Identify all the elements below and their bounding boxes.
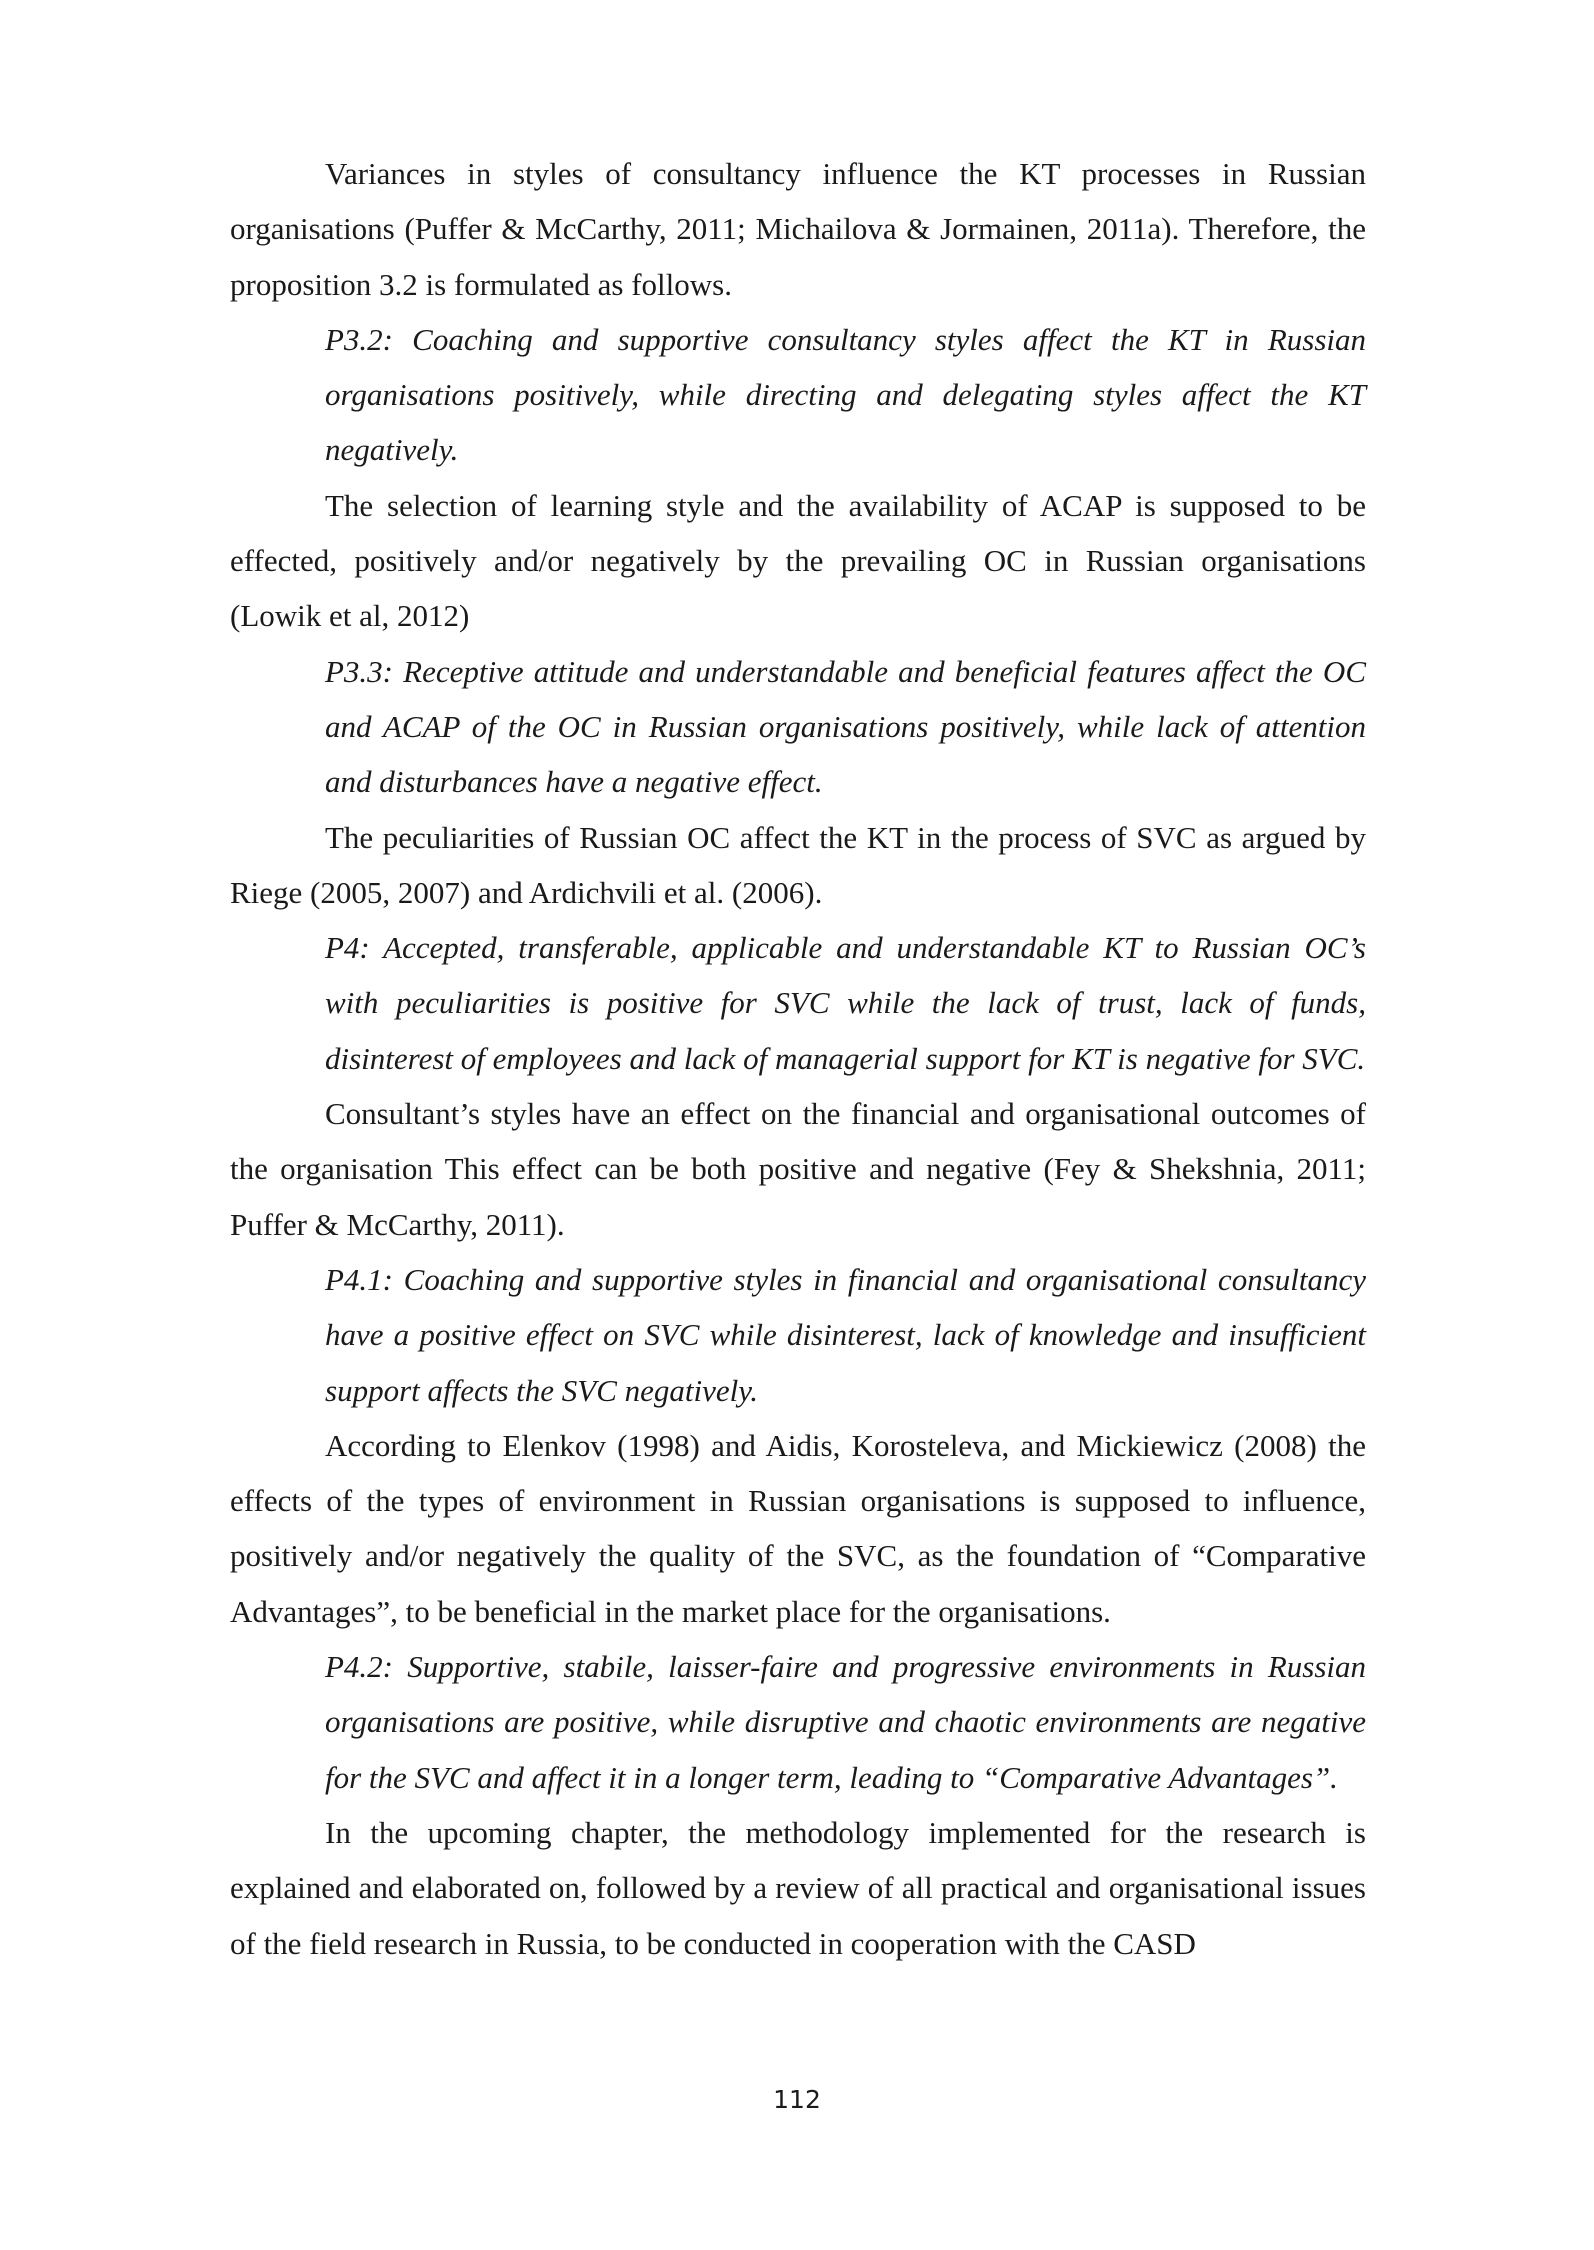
proposition-p4: P4: Accepted, transferable, applicable and understandable KT to Russian OC’s with peculiarities is positive for SVC while the lack of trust, lack of funds, disinterest of employees and lack of managerial support for KT is negative for SVC. [325,930,1366,1076]
paragraph-consultancy-styles: Variances in styles of consultancy influence the KT processes in Russian organisations (Puffer & McCarthy, 2011; Michailova & Jormainen, 2011a). Therefore, the proposition 3.2 is formulated as follows. [230,156,1366,302]
paragraph-environment-types: According to Elenkov (1998) and Aidis, Korosteleva, and Mickiewicz (2008) the effects of the types of environment in Russian organisations is supposed to influence, positively and/or negatively the quality of the SVC, as the foundation of “Comparative Advantages”, to be beneficial in the market place for the organisations. [230,1427,1366,1629]
paragraph-learning-style: The selection of learning style and the availability of ACAP is supposed to be effected, positively and/or negatively by the prevailing OC in Russian organisations (Lowik et al, 2012) [230,487,1366,634]
proposition-p4-2: P4.2: Supportive, stabile, laisser-faire and progressive environments in Russian organisations are positive, while disruptive and chaotic environments are negative for the SVC and affect it in a longer term, leading to “Comparative Advantages”. [325,1649,1366,1795]
body-text [230,146,1366,1971]
paragraph-upcoming-chapter: In the upcoming chapter, the methodology implemented for the research is explained and elaborated on, followed by a review of all practical and organisational issues of the field research in Russia, to be conducted in cooperation with the CASD [230,1814,1366,1961]
paragraph-consultant-styles: Consultant’s styles have an effect on the financial and organisational outcomes of the organisation This effect can be both positive and negative (Fey & Shekshnia, 2011; Puffer & McCarthy, 2011). [230,1096,1366,1242]
page-number: 112 [773,2085,821,2114]
proposition-p3-2: P3.2: Coaching and supportive consultancy styles affect the KT in Russian organisations positively, while directing and delegating styles affect the KT negatively. [325,321,1366,468]
proposition-p3-3: P3.3: Receptive attitude and understandable and beneficial features affect the OC and ACAP of the OC in Russian organisations positively, while lack of attention and disturbances have a negative effect. [325,653,1366,800]
paragraph-russian-oc: The peculiarities of Russian OC affect the KT in the process of SVC as argued by Riege (2005, 2007) and Ardichvili et al. (2006). [230,819,1366,910]
proposition-p4-1: P4.1: Coaching and supportive styles in financial and organisational consultancy have a positive effect on SVC while disinterest, lack of knowledge and insufficient support affects the SVC negatively. [325,1261,1366,1408]
